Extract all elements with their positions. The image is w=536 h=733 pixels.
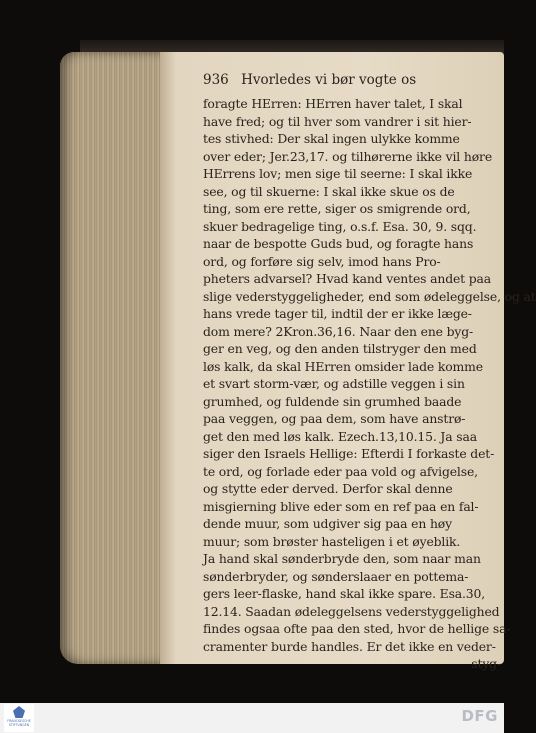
- text-line: cramenter burde handles. Er det ikke en veder-: [203, 638, 496, 654]
- body-text: [203, 95, 536, 673]
- text-line: slige vederstyggeligheder, end som ødeleggelse, og at: [203, 288, 536, 304]
- dfg-logo[interactable]: DFG: [461, 707, 498, 725]
- text-line: misgierning blive eder som en ref paa en fal-: [203, 498, 479, 514]
- text-line: og stytte eder derved. Derfor skal denne: [203, 481, 453, 496]
- text-line: et svart storm-vær, og adstille veggen i sin: [203, 376, 465, 391]
- text-line: Ja hand skal sønderbryde den, som naar man: [203, 551, 481, 566]
- viewer-footer-bar: [0, 703, 504, 733]
- text-line: løs kalk, da skal HErren omsider lade komme: [203, 358, 483, 374]
- running-head-title: Hvorledes vi bør vogte os: [241, 72, 417, 88]
- text-line: foragte HErren: HErren haver talet, I skal: [203, 96, 463, 111]
- library-logo-text: FRANCKESCHE STIFTUNGEN: [7, 719, 31, 727]
- text-line: siger den Israels Hellige: Efterdi I forkaste det-: [203, 446, 495, 461]
- text-line: findes ogsaa ofte paa den sted, hvor de hellige sa-: [203, 621, 511, 636]
- text-line: naar de bespotte Guds bud, og foragte hans: [203, 236, 474, 251]
- text-line: skuer bedragelige ting, o.s.f. Esa. 30, 9. sqq.: [203, 218, 477, 234]
- text-line: te ord, og forlade eder paa vold og afvigelse,: [203, 463, 478, 479]
- text-line: HErrens lov; men sige til seerne: I skal ikke: [203, 166, 473, 181]
- running-header: [203, 72, 503, 92]
- text-line: pheters advarsel? Hvad kand ventes andet paa: [203, 271, 492, 286]
- text-line: over eder; Jer.23,17. og tilhørerne ikke vil høre: [203, 148, 493, 164]
- text-line: ord, og forføre sig selv, imod hans Pro-: [203, 253, 441, 269]
- text-line: paa veggen, og paa dem, som have anstrø-: [203, 411, 466, 426]
- text-line: ting, som ere rette, siger os smigrende ord,: [203, 201, 471, 216]
- page-number: 936: [203, 72, 229, 88]
- library-logo[interactable]: [4, 704, 34, 732]
- text-line: muur; som brøster hasteligen i et øyeblik.: [203, 533, 461, 549]
- text-line: tes stivhed: Der skal ingen ulykke komme: [203, 131, 460, 146]
- text-line: hans vrede tager til, indtil der er ikke læge-: [203, 306, 472, 321]
- book-page-edges: [60, 52, 168, 664]
- text-line: see, og til skuerne: I skal ikke skue os de: [203, 183, 455, 199]
- text-line: have fred; og til hver som vandrer i sit hier-: [203, 113, 472, 129]
- catchword: styg-: [471, 656, 501, 671]
- text-line: ger en veg, og den anden tilstryger den med: [203, 341, 477, 356]
- library-emblem-icon: [13, 706, 25, 718]
- text-line: dom mere? 2Kron.36,16. Naar den ene byg-: [203, 323, 474, 339]
- text-line: 12.14. Saadan ødeleggelsens vederstyggelighed: [203, 603, 500, 619]
- text-line: dende muur, som udgiver sig paa en høy: [203, 516, 452, 531]
- text-line: gers leer-flaske, hand skal ikke spare. Esa.30,: [203, 586, 486, 601]
- text-line: sønderbryder, og sønderslaaer en pottema-: [203, 568, 469, 584]
- text-line: grumhed, og fuldende sin grumhed baade: [203, 393, 462, 409]
- text-line: get den med løs kalk. Ezech.13,10.15. Ja saa: [203, 428, 477, 444]
